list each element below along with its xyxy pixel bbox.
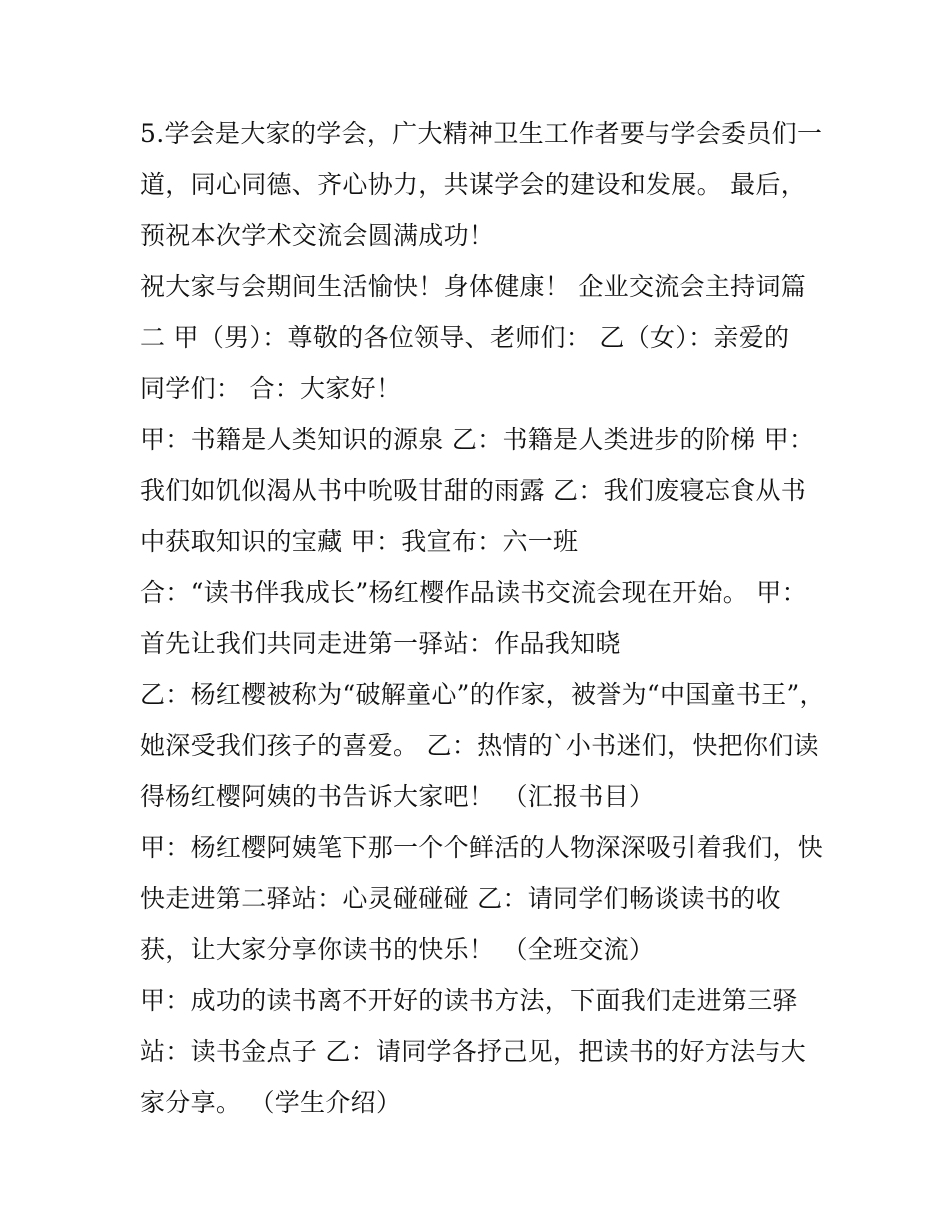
- text-line: 首先让我们共同走进第一驿站：作品我知晓: [140, 629, 621, 658]
- text-line: 同学们： 合：大家好！: [140, 374, 402, 403]
- text-line: 祝大家与会期间生活愉快！身体健康！ 企业交流会主持词篇: [140, 272, 807, 301]
- text-line: 5.学会是大家的学会，广大精神卫生工作者要与学会委员们一: [140, 119, 823, 148]
- text-line: 甲：成功的读书离不开好的读书方法，下面我们走进第三驿: [140, 986, 798, 1015]
- text-line: 甲：书籍是人类知识的源泉 乙：书籍是人类进步的阶梯 甲：: [140, 425, 815, 454]
- text-line: 她深受我们孩子的喜爱。 乙：热情的`小书迷们，快把你们读: [140, 731, 819, 760]
- text-line: 二 甲（男）：尊敬的各位领导、老师们： 乙（女）：亲爱的: [140, 323, 790, 352]
- text-line: 我们如饥似渴从书中吮吸甘甜的雨露 乙：我们废寝忘食从书: [140, 476, 807, 505]
- text-line: 道，同心同德、齐心协力，共谋学会的建设和发展。 最后，: [140, 170, 807, 199]
- text-line: 乙：杨红樱被称为“破解童心”的作家，被誉为“中国童书王”，: [140, 680, 825, 709]
- text-line: 中获取知识的宝藏 甲：我宣布：六一班: [140, 527, 579, 556]
- text-line: 预祝本次学术交流会圆满成功！: [140, 221, 495, 250]
- text-line: 合：“读书伴我成长”杨红樱作品读书交流会现在开始。 甲：: [140, 578, 807, 607]
- text-line: 获，让大家分享你读书的快乐！ （全班交流）: [140, 935, 655, 964]
- text-line: 快走进第二驿站：心灵碰碰碰 乙：请同学们畅谈读书的收: [140, 884, 781, 913]
- text-line: 家分享。 （学生介绍）: [140, 1088, 402, 1117]
- text-line: 站：读书金点子 乙：请同学各抒己见，把读书的好方法与大: [140, 1037, 807, 1066]
- text-line: 得杨红樱阿姨的书告诉大家吧！ （汇报书目）: [140, 782, 655, 811]
- text-line: 甲：杨红樱阿姨笔下那一个个鲜活的人物深深吸引着我们，快: [140, 833, 824, 862]
- document-body: [140, 108, 830, 1128]
